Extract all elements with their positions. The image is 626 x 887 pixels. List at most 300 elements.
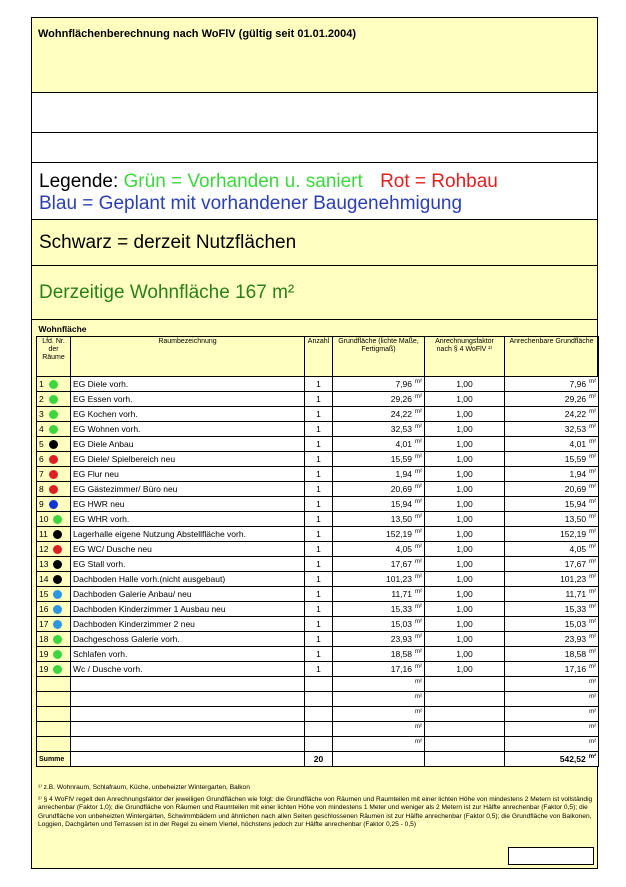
- room-credited: [505, 512, 599, 527]
- status-dot-icon: [49, 380, 58, 389]
- room-factor: 1,00: [425, 662, 505, 677]
- table-row: [37, 617, 599, 632]
- room-area: [333, 572, 425, 587]
- unit-label: m²: [415, 439, 422, 446]
- legend-prefix: Legende:: [39, 171, 119, 192]
- room-area-value: 13,50: [390, 514, 412, 524]
- table-row: [37, 467, 599, 482]
- room-area: [333, 662, 425, 677]
- row-number: [37, 392, 71, 407]
- unit-label: m²: [415, 664, 422, 671]
- unit-label: m²: [589, 499, 597, 506]
- table-row: [37, 557, 599, 572]
- room-credited: [505, 437, 599, 452]
- sum-row: [37, 752, 599, 767]
- room-area: [333, 467, 425, 482]
- room-credited: [505, 377, 599, 392]
- row-number: [37, 632, 71, 647]
- room-count: [305, 722, 333, 737]
- row-number: [37, 542, 71, 557]
- table-row: [37, 662, 599, 677]
- row-number: [37, 437, 71, 452]
- room-area-value: 15,59: [390, 454, 412, 464]
- unit-label: m²: [415, 589, 422, 596]
- room-name: Dachboden Galerie Anbau/ neu: [71, 587, 305, 602]
- room-area-value: 15,33: [390, 604, 412, 614]
- room-count: 1: [305, 437, 333, 452]
- room-credited-value: 15,59: [564, 454, 587, 464]
- room-factor: 1,00: [425, 437, 505, 452]
- room-factor: 1,00: [425, 572, 505, 587]
- unit-label: m²: [415, 709, 422, 716]
- room-credited-value: 101,23: [560, 574, 587, 584]
- room-count: 1: [305, 542, 333, 557]
- unit-label: m²: [589, 409, 597, 416]
- unit-label: m²: [589, 544, 597, 551]
- legend-row: [32, 163, 597, 220]
- room-factor: [425, 722, 505, 737]
- current-area-row: [32, 266, 597, 320]
- row-number-text: 2: [39, 393, 44, 404]
- footnote-2: ²⁾ § 4 WoFlV regelt den Anrechnungsfaktor der jeweiligen Grundflächen wie folgt: die Grundfläche von Räumen und Raumteilen mit einer lichten Höhe von mindestens 2 Metern ist vollständig anrechenbar (Faktor 1,0); die Grundfläche von Räumen und Raumteilen mit einer lichten Höhe von mindestens 1 Meter und weniger als 2 Metern ist zur Hälfte anrechenbar (Faktor 0,5); die Grundfläche von unbeheizten Wintergärten, Schwimmbädern und ähnlichen nach allen Seiten geschlossenen Räumen ist zur Hälfte anrechenbar (Faktor 0,5); die Grundfläche von Balkonen, Loggien, Dachgärten und Terrassen ist in der Regel zu einem Viertel, höchstens jedoch zur Hälfte anrechenbar (Faktor 0,25 - 0,5): [38, 795, 593, 829]
- row-number: [37, 722, 71, 737]
- room-area: [333, 407, 425, 422]
- room-factor: [425, 737, 505, 752]
- room-count: [305, 707, 333, 722]
- header-factor: Anrechnungsfaktor nach § 4 WoFlV ²⁾: [425, 337, 505, 377]
- row-number: [37, 587, 71, 602]
- status-dot-icon: [49, 440, 58, 449]
- room-count: [305, 692, 333, 707]
- room-area-value: 20,69: [390, 484, 412, 494]
- status-dot-icon: [49, 425, 58, 434]
- room-factor: 1,00: [425, 557, 505, 572]
- room-area: [333, 647, 425, 662]
- table-row: [37, 452, 599, 467]
- unit-label: m²: [588, 754, 597, 761]
- room-count: 1: [305, 512, 333, 527]
- room-area-value: 101,23: [386, 574, 412, 584]
- room-credited: [505, 422, 599, 437]
- row-number-text: 13: [39, 558, 49, 569]
- header-count: Anzahl: [305, 337, 333, 377]
- status-dot-icon: [53, 545, 62, 554]
- legend-green: Grün = Vorhanden u. saniert: [123, 171, 363, 192]
- status-dot-icon: [53, 560, 62, 569]
- sum-label: Summe: [37, 752, 71, 767]
- room-area: [333, 437, 425, 452]
- status-dot-icon: [53, 590, 62, 599]
- room-count: [305, 737, 333, 752]
- room-count: [305, 677, 333, 692]
- room-credited: [505, 662, 599, 677]
- room-factor: 1,00: [425, 512, 505, 527]
- unit-label: m²: [589, 664, 597, 671]
- unit-label: m²: [589, 559, 597, 566]
- room-name: Dachboden Kinderzimmer 1 Ausbau neu: [71, 602, 305, 617]
- status-dot-icon: [49, 500, 58, 509]
- room-name: EG WHR vorh.: [71, 512, 305, 527]
- table-row: [37, 482, 599, 497]
- row-number: [37, 617, 71, 632]
- room-factor: 1,00: [425, 602, 505, 617]
- unit-label: m²: [589, 454, 597, 461]
- room-factor: 1,00: [425, 587, 505, 602]
- unit-label: m²: [589, 649, 597, 656]
- room-area: [333, 587, 425, 602]
- room-area-value: 15,94: [390, 499, 412, 509]
- status-dot-icon: [49, 410, 58, 419]
- room-name: [71, 707, 305, 722]
- unit-label: m²: [415, 724, 422, 731]
- room-area-value: 152,19: [386, 529, 412, 539]
- room-credited: [505, 497, 599, 512]
- row-number: [37, 407, 71, 422]
- row-number-text: 19: [39, 648, 49, 659]
- room-area: [333, 497, 425, 512]
- table-row: [37, 512, 599, 527]
- room-count: 1: [305, 467, 333, 482]
- room-area-value: 17,67: [390, 559, 412, 569]
- unit-label: m²: [589, 739, 597, 746]
- unit-label: m²: [415, 499, 422, 506]
- status-dot-icon: [49, 485, 58, 494]
- room-area-value: 17,16: [390, 664, 412, 674]
- row-number: [37, 527, 71, 542]
- unit-label: m²: [589, 709, 597, 716]
- row-number-text: 3: [39, 408, 44, 419]
- legend-line-1: [39, 171, 498, 193]
- unit-label: m²: [589, 514, 597, 521]
- room-count: 1: [305, 662, 333, 677]
- row-number: [37, 452, 71, 467]
- empty-row: [37, 722, 599, 737]
- room-area-value: 4,05: [395, 544, 412, 554]
- room-credited: [505, 602, 599, 617]
- table-row: [37, 422, 599, 437]
- status-dot-icon: [49, 395, 58, 404]
- title-row: [32, 18, 597, 93]
- table-row: [37, 542, 599, 557]
- room-name: EG Gästezimmer/ Büro neu: [71, 482, 305, 497]
- room-area: [333, 602, 425, 617]
- room-name: [71, 737, 305, 752]
- room-area: [333, 722, 425, 737]
- room-area-value: 11,71: [391, 589, 412, 599]
- unit-label: m²: [589, 574, 597, 581]
- row-number: [37, 482, 71, 497]
- room-count: 1: [305, 632, 333, 647]
- unit-label: m²: [415, 394, 422, 401]
- room-credited-value: 11,71: [565, 589, 587, 599]
- room-credited: [505, 677, 599, 692]
- room-area: [333, 422, 425, 437]
- room-count: 1: [305, 587, 333, 602]
- row-number: [37, 692, 71, 707]
- room-factor: 1,00: [425, 392, 505, 407]
- unit-label: m²: [415, 619, 422, 626]
- room-count: 1: [305, 647, 333, 662]
- room-credited-value: 24,22: [564, 409, 587, 419]
- room-credited: [505, 557, 599, 572]
- room-name: [71, 722, 305, 737]
- room-factor: 1,00: [425, 632, 505, 647]
- current-area: Derzeitige Wohnfläche 167 m²: [39, 282, 295, 303]
- room-count: 1: [305, 572, 333, 587]
- room-credited: [505, 692, 599, 707]
- row-number: [37, 512, 71, 527]
- sum-credited-value: 542,52: [559, 754, 586, 764]
- row-number: [37, 467, 71, 482]
- unit-label: m²: [589, 724, 597, 731]
- room-area-value: 4,01: [395, 439, 412, 449]
- room-factor: 1,00: [425, 422, 505, 437]
- row-number: [37, 737, 71, 752]
- sum-credited: [505, 752, 599, 767]
- room-credited: [505, 722, 599, 737]
- unit-label: m²: [589, 694, 597, 701]
- room-area-value: 1,94: [395, 469, 412, 479]
- room-credited-value: 1,94: [569, 469, 587, 479]
- room-credited-value: 13,50: [564, 514, 587, 524]
- header-nr: Lfd. Nr. der Räume: [37, 337, 71, 377]
- unit-label: m²: [589, 679, 597, 686]
- footnotes: [38, 784, 596, 833]
- room-factor: 1,00: [425, 647, 505, 662]
- room-area: [333, 737, 425, 752]
- row-number-text: 10: [39, 513, 49, 524]
- room-factor: [425, 677, 505, 692]
- legend-black: Schwarz = derzeit Nutzflächen: [39, 232, 297, 253]
- sum-blank: [71, 752, 305, 767]
- room-credited-value: 17,16: [564, 664, 587, 674]
- status-dot-icon: [53, 605, 62, 614]
- room-factor: 1,00: [425, 617, 505, 632]
- room-count: 1: [305, 602, 333, 617]
- room-credited: [505, 467, 599, 482]
- unit-label: m²: [415, 469, 422, 476]
- room-area: [333, 482, 425, 497]
- room-factor: 1,00: [425, 377, 505, 392]
- row-number-text: 16: [39, 603, 49, 614]
- unit-label: m²: [589, 424, 597, 431]
- unit-label: m²: [589, 439, 597, 446]
- row-number: [37, 647, 71, 662]
- room-area-value: 23,93: [390, 634, 412, 644]
- row-number: [37, 707, 71, 722]
- corner-box: [508, 847, 594, 865]
- unit-label: m²: [415, 649, 422, 656]
- blank-row: [32, 133, 597, 163]
- empty-row: [37, 737, 599, 752]
- row-number-text: 6: [39, 453, 44, 464]
- status-dot-icon: [53, 515, 62, 524]
- unit-label: m²: [415, 574, 422, 581]
- room-area-value: 29,26: [390, 394, 412, 404]
- room-credited-value: 29,26: [564, 394, 587, 404]
- unit-label: m²: [589, 619, 597, 626]
- status-dot-icon: [49, 470, 58, 479]
- legend-red: Rot = Rohbau: [380, 171, 498, 192]
- status-dot-icon: [53, 650, 62, 659]
- unit-label: m²: [415, 454, 422, 461]
- blank-row: [32, 93, 597, 133]
- page-title: Wohnflächenberechnung nach WoFlV (gültig seit 01.01.2004): [38, 28, 357, 40]
- room-name: EG Diele/ Spielbereich neu: [71, 452, 305, 467]
- row-number-text: 4: [39, 423, 44, 434]
- room-factor: 1,00: [425, 527, 505, 542]
- room-area: [333, 617, 425, 632]
- unit-label: m²: [415, 529, 422, 536]
- room-count: 1: [305, 407, 333, 422]
- row-number: [37, 572, 71, 587]
- room-area: [333, 377, 425, 392]
- area-table: [36, 322, 599, 767]
- room-area: [333, 512, 425, 527]
- room-area-value: 15,03: [390, 619, 412, 629]
- room-name: Dachgeschoss Galerie vorh.: [71, 632, 305, 647]
- room-factor: 1,00: [425, 482, 505, 497]
- row-number-text: 17: [39, 618, 49, 629]
- room-area: [333, 527, 425, 542]
- room-credited: [505, 452, 599, 467]
- room-name: Wc / Dusche vorh.: [71, 662, 305, 677]
- row-number: [37, 677, 71, 692]
- unit-label: m²: [415, 484, 422, 491]
- room-count: 1: [305, 482, 333, 497]
- unit-label: m²: [415, 634, 422, 641]
- unit-label: m²: [415, 379, 422, 386]
- row-number-text: 9: [39, 498, 44, 509]
- room-area: [333, 542, 425, 557]
- section-row: [37, 322, 599, 337]
- room-area: [333, 452, 425, 467]
- room-area-value: 18,58: [390, 649, 412, 659]
- room-name: EG Kochen vorh.: [71, 407, 305, 422]
- room-credited-value: 15,03: [564, 619, 587, 629]
- empty-row: [37, 707, 599, 722]
- row-number-text: 5: [39, 438, 44, 449]
- row-number: [37, 422, 71, 437]
- unit-label: m²: [415, 739, 422, 746]
- status-dot-icon: [49, 455, 58, 464]
- room-credited-value: 7,96: [569, 379, 587, 389]
- room-credited: [505, 542, 599, 557]
- room-name: [71, 692, 305, 707]
- row-number-text: 19: [39, 663, 49, 674]
- room-count: 1: [305, 422, 333, 437]
- room-credited: [505, 407, 599, 422]
- room-name: [71, 677, 305, 692]
- room-credited-value: 20,69: [564, 484, 587, 494]
- unit-label: m²: [589, 394, 597, 401]
- room-factor: 1,00: [425, 497, 505, 512]
- room-credited-value: 4,05: [569, 544, 587, 554]
- room-name: EG Diele Anbau: [71, 437, 305, 452]
- table-row: [37, 632, 599, 647]
- room-count: 1: [305, 557, 333, 572]
- table-row: [37, 602, 599, 617]
- room-area: [333, 632, 425, 647]
- room-area: [333, 677, 425, 692]
- room-credited: [505, 572, 599, 587]
- row-number-text: 15: [39, 588, 49, 599]
- room-area: [333, 557, 425, 572]
- row-number: [37, 497, 71, 512]
- room-credited-value: 32,53: [564, 424, 587, 434]
- room-area: [333, 692, 425, 707]
- calculation-sheet: [31, 17, 598, 869]
- room-area-value: 32,53: [390, 424, 412, 434]
- room-credited: [505, 617, 599, 632]
- section-label: Wohnfläche: [37, 322, 599, 337]
- header-credited: Anrechenbare Grundfläche: [505, 337, 599, 377]
- table-row: [37, 527, 599, 542]
- room-count: 1: [305, 452, 333, 467]
- room-count: 1: [305, 527, 333, 542]
- unit-label: m²: [415, 559, 422, 566]
- row-number: [37, 602, 71, 617]
- room-name: EG Flur neu: [71, 467, 305, 482]
- empty-row: [37, 677, 599, 692]
- room-credited: [505, 527, 599, 542]
- header-row: [37, 337, 599, 377]
- unit-label: m²: [415, 679, 422, 686]
- room-credited: [505, 632, 599, 647]
- room-factor: [425, 692, 505, 707]
- room-area-value: 24,22: [390, 409, 412, 419]
- row-number: [37, 557, 71, 572]
- row-number-text: 1: [39, 378, 44, 389]
- legend-black-row: [32, 220, 597, 266]
- row-number-text: 14: [39, 573, 49, 584]
- sum-blank: [333, 752, 425, 767]
- unit-label: m²: [589, 469, 597, 476]
- empty-row: [37, 692, 599, 707]
- room-factor: 1,00: [425, 452, 505, 467]
- row-number-text: 8: [39, 483, 44, 494]
- room-factor: 1,00: [425, 467, 505, 482]
- table-row: [37, 437, 599, 452]
- room-credited: [505, 392, 599, 407]
- room-area: [333, 392, 425, 407]
- header-area: Grundfläche (lichte Maße, Fertigmaß): [333, 337, 425, 377]
- status-dot-icon: [53, 620, 62, 629]
- unit-label: m²: [589, 379, 597, 386]
- table-row: [37, 587, 599, 602]
- legend-blue: Blau = Geplant mit vorhandener Baugenehmigung: [39, 193, 463, 214]
- status-dot-icon: [53, 575, 62, 584]
- room-name: Schlafen vorh.: [71, 647, 305, 662]
- room-name: EG Wohnen vorh.: [71, 422, 305, 437]
- sum-count: 20: [305, 752, 333, 767]
- room-count: 1: [305, 497, 333, 512]
- room-credited: [505, 707, 599, 722]
- unit-label: m²: [415, 424, 422, 431]
- room-count: 1: [305, 377, 333, 392]
- room-count: 1: [305, 392, 333, 407]
- unit-label: m²: [589, 604, 597, 611]
- room-credited: [505, 482, 599, 497]
- room-credited-value: 152,19: [560, 529, 587, 539]
- status-dot-icon: [53, 665, 62, 674]
- room-credited: [505, 587, 599, 602]
- room-credited-value: 23,93: [564, 634, 587, 644]
- room-name: EG Diele vorh.: [71, 377, 305, 392]
- row-number: [37, 377, 71, 392]
- unit-label: m²: [589, 529, 597, 536]
- status-dot-icon: [53, 635, 62, 644]
